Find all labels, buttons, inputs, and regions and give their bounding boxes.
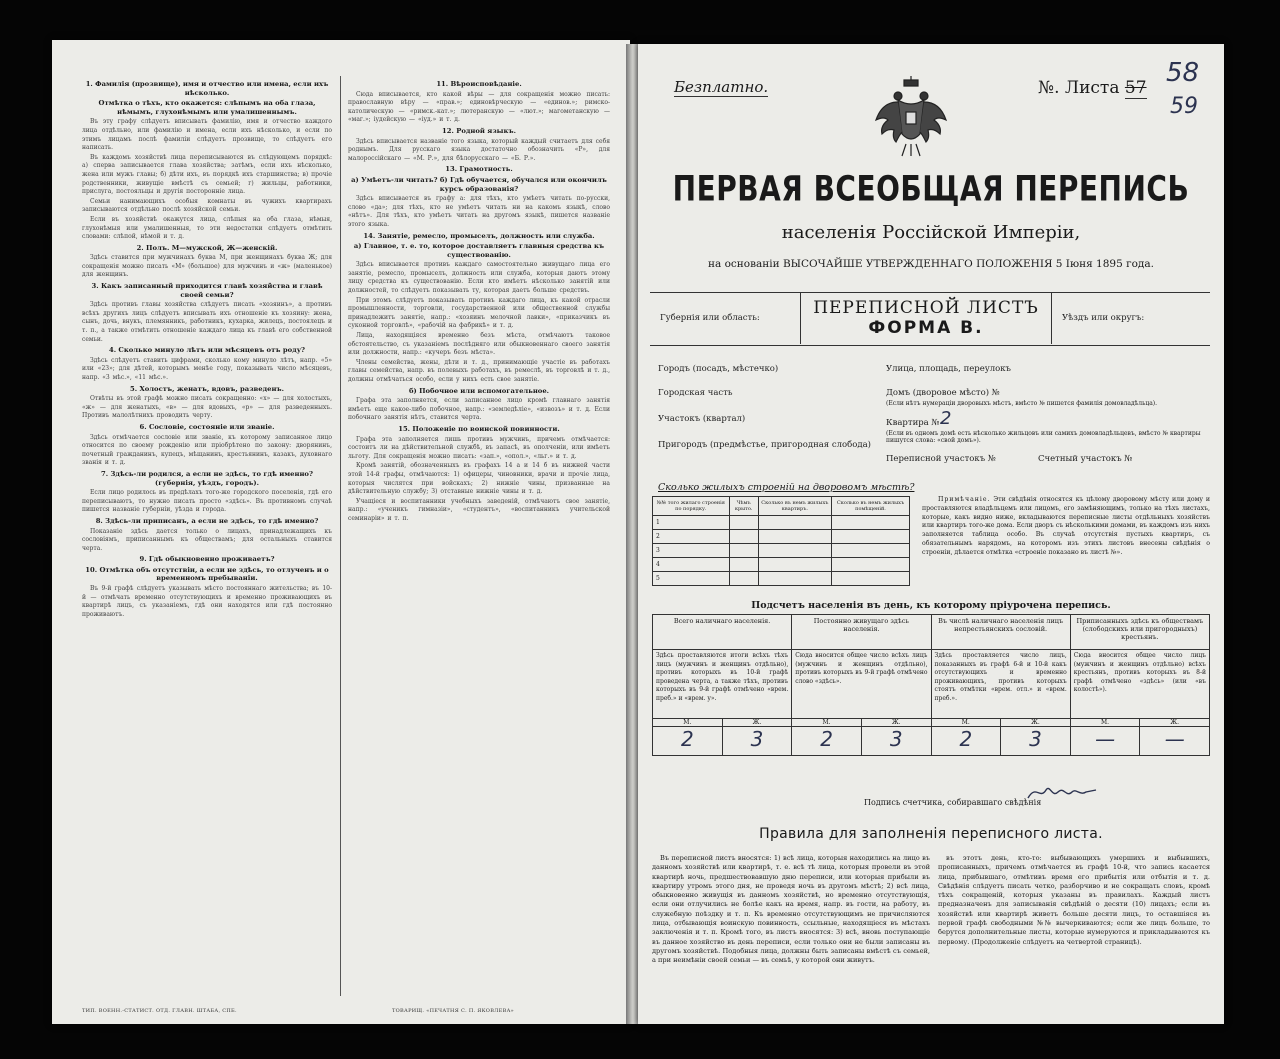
buildings-empty-cell (729, 572, 758, 586)
buildings-empty-cell (832, 572, 910, 586)
section-heading: 8. Здѣсь-ли приписанъ, а если не здѣсь, то гдѣ именно? (95, 516, 319, 525)
buildings-row (653, 516, 910, 530)
buildings-note (922, 496, 1210, 558)
buildings-row-number: 1 (653, 516, 730, 530)
paragraph: Учащіеся и воспитанники учебныхъ заведеній, отмѣчаютъ свое занятіе, напр.: «ученикъ гимназіи», «студентъ», «воспитанникъ учительской семинаріи» и т. п. (348, 497, 610, 522)
paragraph: Здѣсь вписывается въ графу а: для тѣхъ, кто умѣетъ читать по-русски, слово «да»; для тѣхъ, кто не умѣетъ читать ни на какомъ языкѣ, слово «нѣтъ». Для тѣхъ, кто умѣетъ читать на другомъ языкѣ, пишется названіе этого языка. (348, 195, 610, 228)
column-divider (340, 76, 341, 996)
paragraph: Сюда вписывается, кто какой вѣры — для сокращенія можно писать: православную вѣру — «прав.»; единовѣрческую — «единов.»; римско-католическую — «римск.-кат.»; лютеранскую — «лют.»; магометанскую — «маг.»; іудейскую — «іуд.» и т. д. (348, 90, 610, 124)
buildings-empty-cell (832, 558, 910, 572)
buildings-empty-cell (832, 544, 910, 558)
count-values-cell (653, 719, 792, 756)
paragraph: Здѣсь ставится при мужчинахъ буква М, при женщинахъ буква Ж; для сокращенія можно писать «М» (большое) для мужчинъ и «ж» (маленькое) для женщинъ. (82, 254, 332, 279)
section-heading: 7. Здѣсь-ли родился, а если не здѣсь, то гдѣ именно? (губернія, уѣздъ, городъ). (101, 469, 313, 487)
section-heading: 14. Занятіе, ремесло, промыселъ, должность или служба. (363, 231, 595, 240)
paragraph: Здѣсь вписывается названіе того языка, который каждый считаетъ для себя роднымъ. Для русскаго языка достаточно обозначить «Р», для малороссійскаго — «М. Р.», для бѣлорусскаго — «Б. Р.». (348, 137, 610, 162)
signature-scribble-icon (1026, 780, 1098, 804)
section-heading: 12. Родной языкъ. (442, 126, 516, 135)
province-label: Губернія или область: (660, 313, 760, 323)
paragraph: Въ 9-й графѣ слѣдуетъ указывать мѣсто постояннаго жительства; въ 10-й — отмѣчать временно отсутствующихъ и временно проживающихъ въ квартирѣ лицъ, съ указаніемъ, гдѣ они находятся или гдѣ постоянно проживаютъ. (82, 585, 332, 618)
census-basis: на основаніи ВЫСОЧАЙШЕ УТВЕРЖДЕННАГО ПОЛОЖЕНІЯ 5 Іюня 1895 года. (707, 258, 1154, 270)
district-label: Уѣздъ или округъ: (1062, 313, 1145, 323)
paragraph: Кромѣ занятій, обозначенныхъ въ графахъ 14 а и 14 б въ нижней части этой 14-й графы, отмѣчаются: 1) офицеры, чиновники, врачи и прочіе лица, которыя числятся при войскахъ; 2) нижніе чины, призванные на дѣйствительную службу; 3) отставные нижніе чины и т. д. (348, 462, 610, 496)
buildings-row (653, 530, 910, 544)
paragraph: Семьи нанимающихъ особыя комнаты въ чужихъ квартирахъ записываются отдѣльно послѣ хозяйской семьи. (82, 197, 332, 214)
count-description-cell: Здѣсь проставляется число лицъ, показанныхъ въ графѣ 6-й и 10-й какъ отсутствующихъ и временно проживающихъ, противъ которыхъ стоятъ отмѣтки «врем. отл.» и «врем. преб.». (931, 650, 1070, 719)
male-label: М. (1071, 719, 1140, 727)
section-heading: Отмѣтка о тѣхъ, кто окажется: слѣпымъ на оба глаза, нѣмымъ, глухонѣмымъ или умалишеннымъ. (98, 99, 316, 116)
population-count-table (652, 614, 1210, 756)
count-values-cell (1070, 719, 1209, 756)
count-values (653, 719, 791, 755)
signature-label: Подпись счетчика, собиравшаго свѣдѣнія (864, 798, 1042, 807)
male-count-box (1071, 719, 1141, 755)
female-count-value: 3 (1029, 727, 1042, 751)
section-heading: 2. Полъ. М—мужской, Ж—женскій. (136, 243, 278, 252)
count-header-cell: Постоянно живущаго здѣсь населенія. (792, 615, 931, 650)
sheet-label: №. Листа (1038, 78, 1120, 98)
male-label: М. (792, 719, 861, 727)
male-label: М. (932, 719, 1001, 727)
section-heading: 13. Грамотность. (445, 165, 513, 174)
section-heading: 1. Фамилія (прозвище), имя и отчество или имена, если ихъ нѣсколько. (85, 80, 329, 97)
sheet-title-box (800, 292, 1052, 344)
buildings-row (653, 572, 910, 586)
paragraph: Графа эта заполняется лишь противъ мужчинъ, причемъ отмѣчается: состоитъ ли на дѣйствительной службѣ, въ запасѣ, въ ополченіи, или имѣетъ льготу. Для сокращенія можно писать: «зап.», «опол.», «льг.» и т. д. (348, 435, 610, 460)
buildings-empty-cell (758, 572, 831, 586)
form-label: ФОРМА В. (868, 318, 984, 338)
instructions-column-2 (348, 78, 610, 525)
male-count-box (932, 719, 1002, 755)
imperial-eagle-icon (874, 74, 948, 158)
male-count-value: — (1095, 727, 1116, 751)
section-heading: а) Главное, т. е. то, которое доставляетъ главныя средства къ существованію. (353, 242, 605, 259)
paragraph: Показаніе здѣсь дается только о лицахъ, принадлежащихъ къ сословіямъ, приписаннымъ къ обществамъ; для остальныхъ ставится черта. (82, 527, 332, 552)
male-count-value: 2 (959, 727, 973, 751)
paragraph: Здѣсь слѣдуетъ ставить цифрами, сколько кому минуло лѣтъ, напр. «5» или «23»; для дѣтей, которымъ менѣе году, показывать число мѣсяцевъ, напр. «3 мѣс.», «11 мѣс.». (82, 356, 332, 381)
buildings-empty-cell (758, 530, 831, 544)
buildings-empty-cell (758, 516, 831, 530)
male-count-box (653, 719, 723, 755)
female-label: Ж. (862, 719, 931, 727)
buildings-row-number: 4 (653, 558, 730, 572)
paragraph: Отвѣты въ этой графѣ можно писать сокращенно: «х» — для холостыхъ, «ж» — для женатыхъ, «в» — для вдовыхъ, «р» — для разведенныхъ. Противъ малолѣтнихъ проводить черту. (82, 395, 332, 420)
city-part-label: Городская часть (658, 388, 733, 398)
city-label: Городъ (посадъ, мѣстечко) (658, 364, 779, 374)
paragraph: При этомъ слѣдуетъ показывать противъ каждаго лица, къ какой отрасли промышленности, торговли, государственной или общественной службы принадлежитъ занятіе, напр.: «хозяинъ мелочной лавки», «приказчикъ въ суконной торговлѣ», «рабочій на фабрикѣ» и т. д. (348, 296, 610, 330)
male-label: М. (653, 719, 722, 727)
buildings-empty-cell (832, 530, 910, 544)
buildings-header-cell: №№ того жилаго строенія по порядку. (653, 497, 730, 516)
count-values-cell (792, 719, 931, 756)
section-heading: 15. Положеніе по воинской повинности. (398, 424, 560, 433)
census-precinct-label: Переписной участокъ № (886, 454, 996, 464)
female-count-box (862, 719, 931, 755)
section-heading: 6. Сословіе, состояніе или званіе. (139, 422, 275, 431)
precinct-label: Участокъ (квартал) (658, 414, 746, 424)
section-heading: 5. Холостъ, женатъ, вдовъ, разведенъ. (129, 384, 285, 393)
buildings-empty-cell (758, 544, 831, 558)
note-title: Примѣчаніе. (938, 496, 991, 503)
apartment-label: Квартира № (886, 418, 940, 428)
section-heading: 10. Отмѣтка объ отсутствіи, а если не здѣсь, то отлученъ и о временномъ пребываніи. (85, 565, 329, 583)
buildings-header-cell: Сколько въ немъ жилыхъ помѣщеній. (832, 497, 910, 516)
suburb-label: Пригородъ (предмѣстье, пригородная слобода) (658, 440, 872, 450)
count-header-cell: Въ числѣ наличнаго населенія лицъ непрестьянскихъ сословій. (931, 615, 1070, 650)
section-heading: б) Побочное или вспомогательное. (408, 386, 550, 395)
female-count-value: — (1164, 727, 1185, 751)
buildings-empty-cell (729, 558, 758, 572)
buildings-empty-cell (729, 544, 758, 558)
buildings-header-cell: Сколько въ немъ жилыхъ квартиръ. (758, 497, 831, 516)
count-description-cell: Здѣсь проставляются итоги всѣхъ тѣхъ лицъ (мужчинъ и женщинъ отдѣльно), противъ которыхъ въ 10-й графѣ проведена черта, а также тѣхъ, противъ которыхъ въ 9-й графѣ отмѣчено «врем. преб.» и «врем. у». (653, 650, 792, 719)
sheet-number-handwritten-2: 59 (1170, 94, 1198, 119)
sheet-number-struck: 57 (1124, 78, 1147, 98)
buildings-row-number: 5 (653, 572, 730, 586)
paragraph: Если лицо родилось въ предѣлахъ того-же городского поселенія, гдѣ его переписываютъ, то нужно писать просто «здѣсь». Въ противномъ случаѣ пишется названіе губерніи, уѣзда и города. (82, 489, 332, 514)
count-title: Подсчетъ населенія въ день, къ которому пріурочена перепись. (751, 600, 1111, 611)
female-label: Ж. (1140, 719, 1209, 727)
apartment-value: 2 (940, 408, 952, 429)
house-label: Домъ (дворовое мѣсто) № (886, 388, 1000, 398)
section-heading: 4. Сколько минуло лѣтъ или мѣсяцевъ отъ роду? (108, 346, 306, 355)
paragraph: Здѣсь противъ главы хозяйства слѣдуетъ писать «хозяинъ», а противъ всѣхъ другихъ лицъ слѣдуетъ вписывать ихъ отношеніе къ хозяину: жена, сынъ, дочь, внукъ, племянникъ, работникъ, кухарка, жилецъ, постоялецъ и т. п., а также отмѣтить отношеніе каждаго лица къ главѣ его собственной семьи. (82, 301, 332, 343)
count-description-cell: Сюда вносится общее число всѣхъ лицъ (мужчинъ и женщинъ отдѣльно), противъ которыхъ въ 9-й графѣ отмѣчено слово «здѣсь». (792, 650, 931, 719)
note-text: Эти свѣдѣнія относятся къ цѣлому дворовому мѣсту или дому и проставляются владѣльцемъ или лицомъ, его замѣняющимъ, только на тѣхъ листахъ, которые, какъ видно ниже, вкладываются переписные листы отдѣльныхъ хозяйствъ или квартиръ того-же дома. Если дворъ съ нѣсколькими домами, въ каждомъ изъ нихъ заполняется таблица особо. Въ случаѣ отсутствія пустыхъ квартиръ, съ обязательнымъ нарядомъ, на которомъ изъ этихъ листовъ внесены свѣдѣнія о строеніи, дѣлается отмѣтка «строеніе показано въ листѣ №». (922, 496, 1210, 556)
count-header-cell: Всего наличнаго населенія. (653, 615, 792, 650)
count-values (792, 719, 930, 755)
rules-text-1: Въ переписной листъ вносятся: 1) всѣ лица, которыя находились на лицо въ данномъ хозяйствѣ или квартирѣ, т. е. всѣ тѣ лица, которыя провели въ этой квартирѣ ночь, предшествовавшую дню переписи, или которыя прибыли въ квартиру утромъ этого дня, не проведя ночь въ другомъ мѣстѣ; 2) всѣ лица, обыкновенно живущія въ данномъ хозяйствѣ, но временно отсутствующія, если они отлучились не болѣе какъ на время, напр. въ гости, на работу, въ служебную поѣздку и т. п. Къ временно отсутствующимъ не причисляются лица, отбывающія воинскую повинность, ссыльные, находящіеся въ мѣстахъ заключенія и т. п. Кромѣ того, въ листъ вносятся: 3) всѣ, вновь поступающіе въ данное хозяйство въ день переписи, если только они не были записаны въ другомъ хозяйствѣ. Подобныя лица, должны быть записаны вмѣстѣ съ семьей, а при неимѣніи своей семьи — въ семьѣ, у которой они живутъ. (652, 854, 930, 965)
sheet-number-handwritten-1: 58 (1166, 58, 1200, 88)
paragraph: Если въ хозяйствѣ окажутся лица, слѣпыя на оба глаза, нѣмыя, глухонѣмыя или умалишенныя, то эти недостатки слѣдуетъ отмѣтить словами: слѣпой, нѣмой и т. д. (82, 215, 332, 241)
buildings-row-number: 2 (653, 530, 730, 544)
buildings-row (653, 544, 910, 558)
count-description-cell: Сюда вносится общее число лицъ (мужчинъ и женщинъ отдѣльно) всѣхъ крестьянъ, противъ которыхъ въ 8-й графѣ отмѣчено «здѣсь» (или «въ колостѣ»). (1070, 650, 1209, 719)
rules-text-2: въ этотъ день, кто-то: выбывающихъ умершихъ и выбывшихъ, прописанныхъ, причемъ отмѣчается въ графѣ 10-й, что запись касается лица, прибывшаго, отмѣтивъ время его прибытія или отбытія и т. д. Свѣдѣнія слѣдуетъ писать четко, разборчиво и не сокращать словъ, кромѣ тѣхъ сокращеній, которыя указаны въ правилахъ. Каждый листъ предназначенъ для записыванія свѣдѣній о десяти (10) лицахъ; если въ хозяйствѣ или квартирѣ живетъ больше десяти лицъ, то оставшіяся въ первой графѣ свободными №№ вычеркиваются; если же лицъ больше, то берутся дополнительные листы, которые нумеруются и прикладываются къ первому. (Продолженіе слѣдуетъ на четвертой страницѣ). (938, 854, 1210, 946)
free-label: Безплатно. (674, 78, 769, 96)
count-header-cell: Приписанныхъ здѣсь къ обществамъ (слободскихъ или пригородныхъ) крестьянъ. (1070, 615, 1209, 650)
sheet-header-box (650, 292, 1210, 346)
female-count-box (1001, 719, 1070, 755)
census-subtitle: населенія Россійской Имперіи, (781, 222, 1081, 243)
section-heading: 3. Какъ записанный приходится главѣ хозяйства и главѣ своей семьи? (91, 282, 323, 299)
male-count-value: 2 (680, 727, 694, 751)
counter-signature (1026, 780, 1098, 804)
rules-column-2 (938, 854, 1210, 948)
buildings-table (652, 496, 910, 586)
buildings-row (653, 558, 910, 572)
buildings-header-cell: Чѣмъ крыто. (729, 497, 758, 516)
buildings-empty-cell (729, 530, 758, 544)
sheet-number-label (1038, 78, 1147, 98)
section-heading: а) Умѣетъ-ли читать? б) Гдѣ обучается, обучался или окончилъ курсъ образованія? (351, 175, 607, 193)
paragraph: Здѣсь вписывается противъ каждаго самостоятельно живущаго лица его занятіе, ремесло, промыселъ, должность или служба, которыя даютъ этому лицу средства къ существованію. Если кто имѣетъ нѣсколько занятій или должностей, то слѣдуетъ показывать ту, которая даетъ больше средствъ. (348, 261, 610, 295)
counting-precinct-label: Счетный участокъ № (1038, 454, 1133, 464)
instructions-column-1 (82, 78, 332, 620)
female-count-value: 3 (889, 727, 903, 751)
male-count-value: 2 (820, 727, 833, 751)
census-title: ПЕРВАЯ ВСЕОБЩАЯ ПЕРЕПИСЬ (672, 167, 1190, 210)
sheet-title: ПЕРЕПИСНОЙ ЛИСТЪ (813, 298, 1039, 318)
section-heading: 9. Гдѣ обыкновенно проживаетъ? (139, 555, 275, 564)
count-values (932, 719, 1070, 755)
rules-column-1 (652, 854, 930, 967)
female-count-box (723, 719, 792, 755)
female-count-value: 3 (750, 727, 764, 751)
paragraph: Графа эта заполняется, если записанное лицо кромѣ главнаго занятія имѣетъ еще какое-либо побочное, напр.: «земледѣліе», «извозъ» и т. д. Если побочнаго занятія нѣтъ, ставится черта. (348, 397, 610, 422)
count-values-cell (931, 719, 1070, 756)
apartment-note: (Если въ одномъ домѣ есть нѣсколько жильцовъ или самихъ домовладѣльцевъ, вмѣсто № квартиры пишутся слова: «свой домъ»). (886, 430, 1201, 444)
buildings-empty-cell (758, 558, 831, 572)
buildings-title: Сколько жилыхъ строеній на дворовомъ мѣстѣ? (658, 482, 915, 493)
female-label: Ж. (723, 719, 792, 727)
female-label: Ж. (1001, 719, 1070, 727)
paragraph: Члены семейства, жены, дѣти и т. д., принимающіе участіе въ работахъ главы семейства, напр. въ полевыхъ работахъ, въ ремеслѣ, въ торговлѣ и т. д., должны отмѣчаться особо, если у нихъ есть свое занятіе. (348, 358, 610, 383)
house-note: (Если нѣтъ нумераціи дворовыхъ мѣстъ, вмѣсто № пишется фамилія домовладѣльца). (886, 400, 1158, 407)
buildings-row-number: 3 (653, 544, 730, 558)
street-label: Улица, площадь, переулокъ (886, 364, 1011, 374)
buildings-empty-cell (832, 516, 910, 530)
printer-imprint-right: ТОВАРИЩ. «ПЕЧАТНЯ С. П. ЯКОВЛЕВА» (392, 1008, 515, 1014)
buildings-empty-cell (729, 516, 758, 530)
male-count-box (792, 719, 862, 755)
left-page (52, 40, 630, 1024)
section-heading: 11. Вѣроисповѣданіе. (436, 80, 522, 88)
count-values (1071, 719, 1209, 755)
paragraph: Здѣсь отмѣчается сословіе или званіе, къ которому записанное лицо относится по своему рожденію или пріобрѣтено по закону: дворянинъ, почетный гражданинъ, купецъ, мѣщанинъ, крестьянинъ, казакъ, духовнаго званія и т. д. (82, 433, 332, 467)
paragraph: Въ эту графу слѣдуетъ вписывать фамилію, имя и отчество каждого лица отдѣльно, или фамилію и имена, если ихъ нѣсколько, и если по этимъ лицамъ послѣ фамиліи слѣдуетъ прозвище, то слѣдуетъ его написать. (82, 118, 332, 152)
printer-imprint-left: ТИП. ВОЕНН.-СТАТИСТ. ОТД. ГЛАВН. ШТАБА, СПБ. (82, 1008, 237, 1014)
paragraph: Въ каждомъ хозяйствѣ лица переписываются въ слѣдующемъ порядкѣ: а) сперва записывается глава хозяйства; затѣмъ, если ихъ нѣсколько, жена или мужъ главы; б) дѣти ихъ, въ порядкѣ ихъ старшинства; в) прочіе родственники, живущіе вмѣстѣ съ семьей; г) жильцы, работники, прислуга, постояльцы и другія посторонніе лица. (82, 153, 332, 196)
right-page (638, 44, 1224, 1024)
rules-title: Правила для заполненія переписного листа. (759, 826, 1103, 842)
female-count-box (1140, 719, 1209, 755)
paragraph: Лица, находящіяся временно безъ мѣста, отмѣчаютъ таковое обстоятельство, съ указаніемъ послѣдняго или обыкновеннаго своего занятія или должности, напр.: «кучеръ безъ мѣста». (348, 332, 610, 357)
